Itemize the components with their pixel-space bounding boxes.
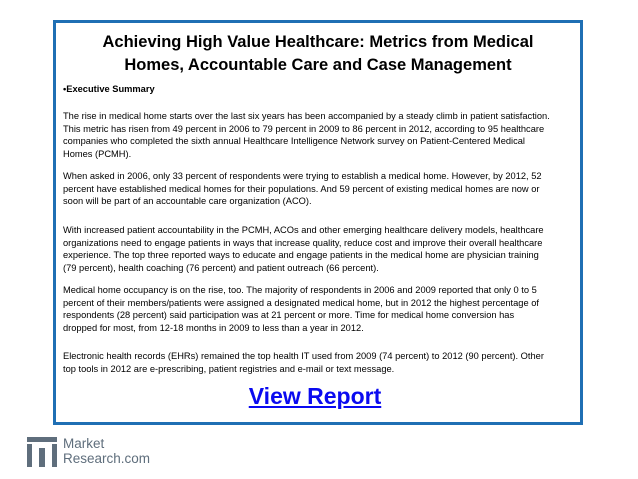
paragraph-line: percent of their members/patients were assigned a designated medical home, but in 2012 the highest percentage of bbox=[63, 297, 539, 308]
view-report-link[interactable]: View Report bbox=[248, 383, 382, 409]
paragraph-line: dropped for most, from 12-18 months in 2009 to less than a year in 2012. bbox=[63, 322, 364, 333]
market-research-logo-icon bbox=[26, 436, 58, 468]
paragraph-line: Homes (PCMH). bbox=[63, 148, 132, 159]
paragraph-line: Electronic health records (EHRs) remained the top health IT used from 2009 (74 percent) to 2012 (90 percent). Other bbox=[63, 351, 544, 361]
logo-line: Research.com bbox=[63, 451, 151, 466]
paragraph-line: The rise in medical home starts over the last six years has been accompanied by a steady climb in patient satisfaction. bbox=[63, 111, 550, 121]
title-line: Homes, Accountable Care and Case Management bbox=[124, 56, 512, 74]
paragraph-line: soon will be part of an accountable care organization (ACO). bbox=[63, 196, 312, 207]
section-heading: •Executive Summary bbox=[63, 84, 155, 94]
paragraph-line: top tools in 2012 are e-prescribing, patient registries and e-mail or text message. bbox=[63, 363, 395, 374]
paragraph bbox=[63, 350, 578, 375]
document-title bbox=[56, 31, 580, 77]
logo-line: Market bbox=[63, 436, 105, 451]
paragraph bbox=[63, 284, 578, 334]
paragraph bbox=[63, 110, 578, 160]
paragraph-line: experience. The top three reported ways to educate and engage patients in the medical home are physician training bbox=[63, 250, 539, 261]
paragraph-line: This metric has risen from 49 percent in 2006 to 79 percent in 2009 to 86 percent in 2012, according to 95 healthcare bbox=[63, 123, 545, 134]
paragraph bbox=[63, 170, 578, 208]
logo-wordmark bbox=[63, 436, 150, 466]
paragraph-line: With increased patient accountability in the PCMH, ACOs and other emerging healthcare delivery models, healthcare bbox=[63, 225, 544, 235]
paragraph bbox=[63, 224, 578, 274]
paragraph-line: organizations need to engage patients in ways that increase quality, reduce cost and improve their overall healthcare bbox=[63, 237, 543, 248]
paragraph-line: (79 percent), health coaching (76 percent) and patient outreach (66 percent). bbox=[63, 262, 379, 273]
paragraph-line: percent have established medical homes for their populations. And 59 percent of existing medical homes are now or bbox=[63, 183, 540, 194]
paragraph-line: companies who completed the sixth annual Healthcare Intelligence Network survey on Patient-Centered Medical bbox=[63, 136, 525, 147]
paragraph-line: Medical home occupancy is on the rise, too. The majority of respondents in 2006 and 2009 reported that only 0 to 5 bbox=[63, 285, 537, 295]
paragraph-line: respondents (28 percent) said participation was at 21 percent or more. Time for medical home conversion has bbox=[63, 310, 515, 321]
paragraph-line: When asked in 2006, only 33 percent of respondents were trying to establish a medical home. However, by 2012, 52 bbox=[63, 171, 542, 181]
title-line: Achieving High Value Healthcare: Metrics from Medical bbox=[102, 33, 534, 51]
